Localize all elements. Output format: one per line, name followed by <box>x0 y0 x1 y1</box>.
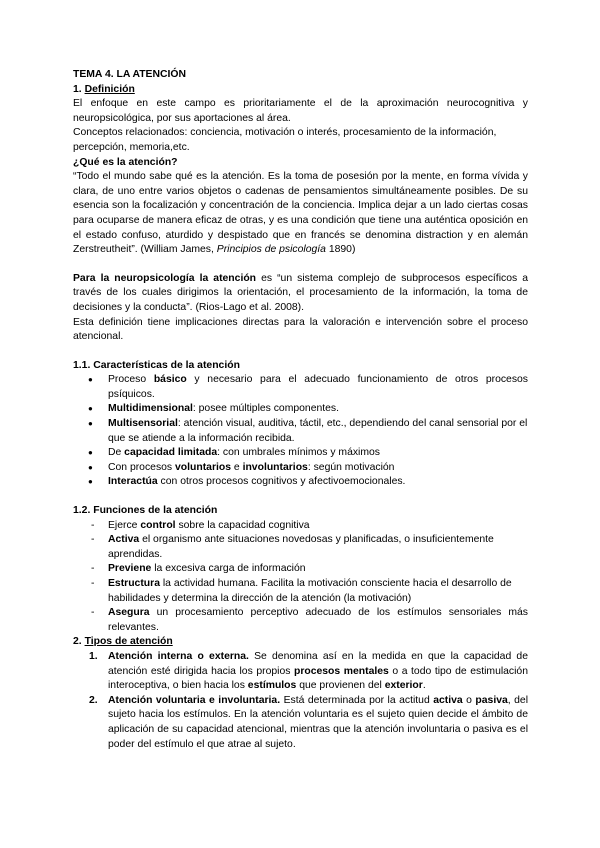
item-text: un procesamiento perceptivo adecuado de los estímulos sensoriales más relevantes. <box>108 607 528 633</box>
list-item <box>73 417 528 446</box>
list-item <box>73 650 528 694</box>
item-text: sobre la capacidad cognitiva <box>175 519 310 531</box>
neuropsychology-bold: Para la neuropsicología la atención <box>73 272 257 284</box>
neuropsychology-definition <box>73 272 528 316</box>
list-item <box>73 577 528 606</box>
item-text: , del sujeto hacia los estímulos. En la atención voluntaria es el sujeto quien decide el ámbito de aplicación de su capacidad atencional, mientras que la atención involuntaria o pasiva es el poder del estímulo el que atrae al sujeto. <box>108 694 529 750</box>
item-text: Se denomina así en la medida en que la capacidad de atención esté dirigida hacia los propios <box>108 650 528 677</box>
item-text: o <box>462 694 476 706</box>
intro-paragraph: El enfoque en este campo es prioritariamente el de la aproximación neurocognitiva y neuropsicológica, por sus aportaciones al área. <box>73 98 528 124</box>
item-keyword: Previene <box>108 563 152 575</box>
item-keyword: Multisensorial <box>108 418 178 430</box>
item-keyword: Estructura <box>108 578 160 589</box>
item-keyword: Asegura <box>108 607 150 619</box>
section-1-number: 1. <box>73 83 85 95</box>
item-keyword: control <box>140 519 176 531</box>
attention-types-list <box>73 650 528 752</box>
item-keyword: Atención interna o externa. <box>108 650 249 662</box>
item-keyword: capacidad limitada <box>124 447 218 459</box>
what-is-attention-heading: ¿Qué es la atención? <box>73 156 178 168</box>
item-keyword: estímulos <box>247 680 297 692</box>
spacer <box>73 345 528 359</box>
list-item <box>73 402 528 417</box>
document-page <box>73 68 528 752</box>
item-text: Está determinada por la actitud <box>280 694 434 706</box>
item-text: : con umbrales mínimos y máximos <box>217 447 380 459</box>
item-keyword: pasiva <box>475 694 508 706</box>
functions-list <box>73 519 528 636</box>
spacer <box>73 490 528 504</box>
item-keyword: exterior <box>384 680 423 692</box>
characteristics-list <box>73 373 528 490</box>
item-text: e <box>231 461 243 473</box>
list-item <box>73 461 528 476</box>
item-text: : atención visual, auditiva, táctil, etc., dependiendo del canal sensorial por el que se atiende a la información recibida. <box>108 418 528 444</box>
william-james-quote <box>73 170 528 258</box>
item-text: Proceso <box>108 374 154 386</box>
list-item <box>73 446 528 461</box>
list-item <box>73 606 528 635</box>
item-text: Con procesos <box>108 461 175 473</box>
quote-year: 1890) <box>325 244 356 256</box>
section-2-heading <box>73 635 528 650</box>
list-item <box>73 519 528 534</box>
item-text: o a todo tipo de estimulación interoceptiva, o bien hacia los <box>108 665 528 692</box>
document-title: TEMA 4. LA ATENCIÓN <box>73 69 186 80</box>
list-item <box>73 475 528 490</box>
item-text: el organismo ante situaciones novedosas y planificadas, o insuficientemente aprendidas. <box>108 534 494 560</box>
item-text: y necesario para el adecuado funcionamiento de otros procesos psíquicos. <box>108 374 528 400</box>
list-item <box>73 373 528 402</box>
item-keyword: Activa <box>108 534 140 546</box>
item-keyword: Interactúa <box>108 476 158 488</box>
neuropsychology-text: es “un sistema complejo de subprocesos específicos a través de los cuales dirigimos la orientación, el procesamiento de la información, la toma de decisiones y la conducta”. (Rios-Lago et al. 2008). <box>73 272 528 313</box>
related-concepts-paragraph: Conceptos relacionados: conciencia, motivación o interés, procesamiento de la información, percepción, memoria,etc. <box>73 127 497 153</box>
item-keyword: involuntarios <box>242 461 308 473</box>
item-text: : según motivación <box>307 461 395 473</box>
list-item <box>73 533 528 562</box>
item-keyword: Atención voluntaria e involuntaria. <box>108 694 281 706</box>
item-text: : posee múltiples componentes. <box>192 403 340 415</box>
section-1-heading <box>73 83 528 98</box>
item-keyword: Multidimensional <box>108 403 193 415</box>
section-1-label: Definición <box>84 83 135 95</box>
item-number: 1. <box>89 650 98 662</box>
list-item <box>73 694 528 752</box>
item-text: De <box>108 447 125 459</box>
quote-book-title: Principios de psicología <box>216 244 326 256</box>
characteristics-heading: 1.1. Características de la atención <box>73 359 240 371</box>
item-keyword: básico <box>153 374 187 386</box>
item-text: la actividad humana. Facilita la motivación consciente hacia el desarrollo de habilidades y determina la dirección de la atención (la motivación) <box>108 578 512 604</box>
item-number: 2. <box>89 694 98 706</box>
item-keyword: voluntarios <box>175 461 232 473</box>
item-text: . <box>422 680 426 692</box>
item-keyword: activa <box>433 694 463 706</box>
item-text: la excesiva carga de información <box>151 563 306 575</box>
functions-heading: 1.2. Funciones de la atención <box>73 505 218 517</box>
item-text: con otros procesos cognitivos y afectivoemocionales. <box>157 476 406 488</box>
item-keyword: procesos mentales <box>293 665 389 677</box>
section-2-number: 2. <box>73 636 85 648</box>
spacer <box>73 258 528 272</box>
quote-text: “Todo el mundo sabe qué es la atención. Es la toma de posesión por la mente, en forma vívida y clara, de uno entre varios objetos o cadenas de pensamientos simultáneamente posibles. De su esencia son la focalización y concentración de la conciencia. Implica dejar a un lado ciertas cosas para ocuparse de manera eficaz de otras, y es una condición que tiene una auténtica oposición en el estado confuso, aturdido y despistado que en francés se denomina distraction y en alemán Zerstreutheit”. (William James, <box>73 171 528 256</box>
item-text: Ejerce <box>108 519 141 531</box>
section-2-label: Tipos de atención <box>84 636 173 648</box>
item-text: que provienen del <box>296 680 385 692</box>
list-item <box>73 562 528 577</box>
implications-paragraph: Esta definición tiene implicaciones directas para la valoración e intervención sobre el proceso atencional. <box>73 316 528 343</box>
